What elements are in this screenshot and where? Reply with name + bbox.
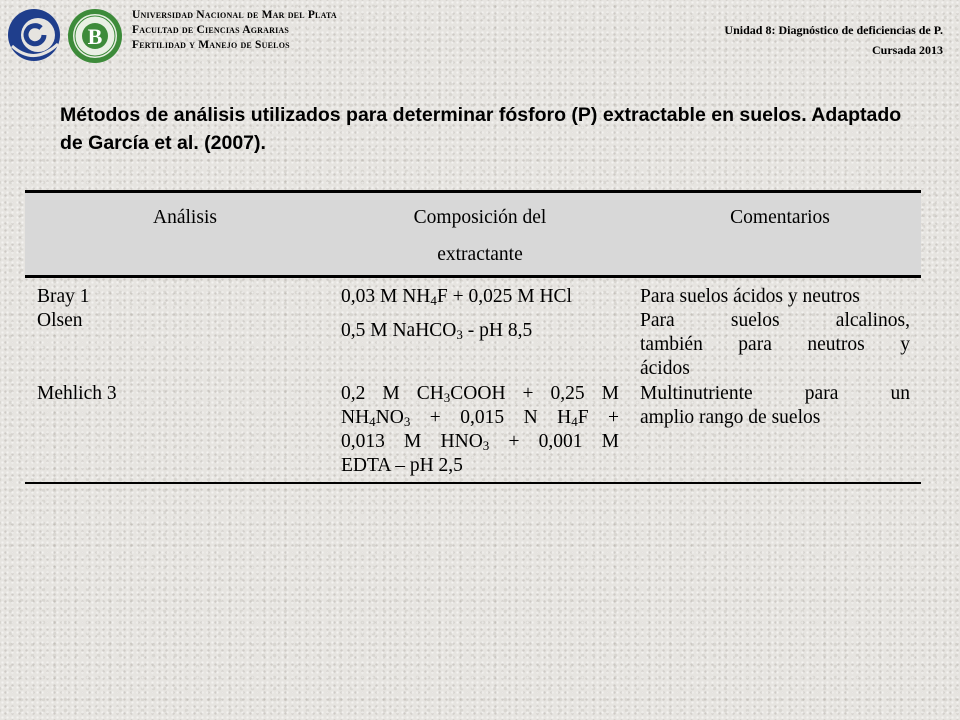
course-year: Cursada 2013 <box>871 43 943 57</box>
row-analysis-bray: Bray 1 <box>37 286 90 307</box>
table-bottom-rule <box>25 482 921 484</box>
row-comment-bray: Para suelos ácidos y neutros <box>640 286 860 307</box>
row-comment-mehlich: Multinutriente para un amplio rango de suelos <box>640 383 910 428</box>
methods-table <box>25 190 921 484</box>
header-analysis: Análisis <box>153 207 217 228</box>
department-name: Fertilidad y Manejo de Suelos <box>132 39 290 51</box>
course-info <box>724 20 943 60</box>
faculty-seal-logo <box>66 6 124 66</box>
header-composition <box>360 199 600 273</box>
unit-title: Unidad 8: Diagnóstico de deficiencias de P. <box>724 23 943 37</box>
row-composition-mehlich: 0,2 M $CH_3COOH + 0,25$ M $NH_4NO_3 + 0,015$ N $H_4F$ + 0,013 M $HNO_3 + 0,001$ M EDTA – pH 2,5 <box>341 383 619 476</box>
header-comments: Comentarios <box>730 207 830 228</box>
row-comment-olsen: Para suelos alcalinos, también para neutros y ácidos <box>640 310 910 379</box>
row-analysis-olsen: Olsen <box>37 310 83 331</box>
faculty-name: Facultad de Ciencias Agrarias <box>132 24 290 36</box>
header-composition-line1: Composición del <box>413 207 547 228</box>
table-header <box>25 190 921 278</box>
unmdp-logo <box>6 6 62 64</box>
row-analysis-mehlich: Mehlich 3 <box>37 383 117 404</box>
seal-letter: B <box>87 24 103 49</box>
university-name: Universidad Nacional de Mar del Plata <box>132 9 337 21</box>
row-composition-bray: 0,03 M $NH_4F + 0,025$ M HCl <box>341 286 572 308</box>
slide-title: Métodos de análisis utilizados para determinar fósforo (P) extractable en suelos. Adaptado de García et al. (2007). <box>60 104 902 154</box>
header-composition-line2: extractante <box>437 244 523 265</box>
institution-block <box>132 8 337 53</box>
row-composition-olsen: 0,5 M NaHCO$_3$ - pH 8,5 <box>341 320 533 342</box>
